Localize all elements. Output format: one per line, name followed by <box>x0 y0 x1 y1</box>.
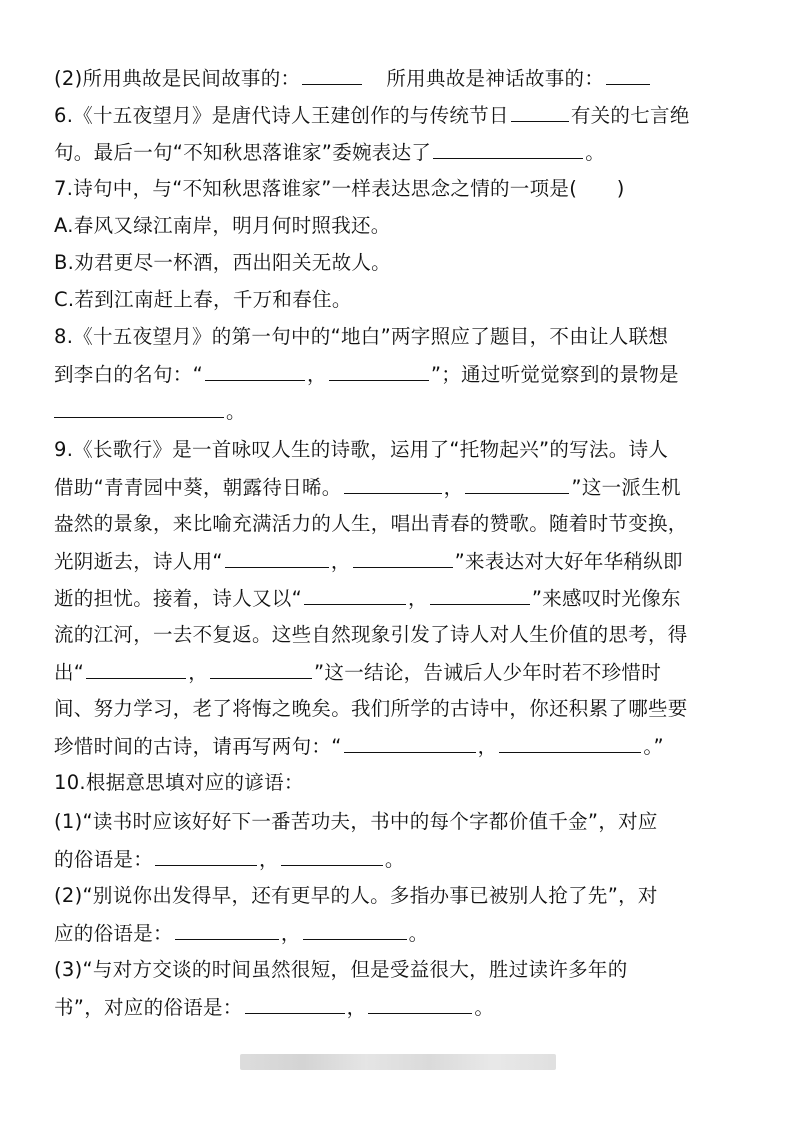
q9-line-7: 出“ ， ”这一结论，告诫后人少年时若不珍惜时 <box>54 656 754 688</box>
q5-sub2-line: (2)所用典故是民间故事的： 所用典故是神话故事的： <box>54 62 754 94</box>
q10-sub2-line-2: 应的俗语是： ， 。 <box>54 917 754 949</box>
answer-blank[interactable] <box>344 730 476 753</box>
q9-line-1: 9.《长歌行》是一首咏叹人生的诗歌，运用了“托物起兴”的写法。诗人 <box>54 438 669 461</box>
q10-stem: 10.根据意思填对应的谚语： <box>54 771 304 794</box>
answer-blank[interactable] <box>433 136 583 159</box>
q7-option-a[interactable]: A.春风又绿江南岸，明月何时照我还。 <box>54 214 391 237</box>
q9-line-9: 珍惜时间的古诗，请再写两句：“ ， 。” <box>54 730 754 762</box>
answer-blank[interactable] <box>175 917 279 940</box>
answer-blank[interactable] <box>430 582 530 605</box>
q6-line-2: 句。最后一句“不知秋思落谁家”委婉表达了 。 <box>54 136 754 168</box>
answer-blank[interactable] <box>86 656 186 679</box>
answer-blank[interactable] <box>368 991 472 1014</box>
q10-sub1-line-2: 的俗语是： ， 。 <box>54 843 754 875</box>
q7-stem: 7.诗句中，与“不知秋思落谁家”一样表达思念之情的一项是( ) <box>54 177 625 200</box>
q10-sub1-line-1: (1)“读书时应该好好下一番苦功夫，书中的每个字都价值千金”，对应 <box>54 810 658 833</box>
answer-blank[interactable] <box>225 545 329 568</box>
answer-blank[interactable] <box>155 843 257 866</box>
answer-blank[interactable] <box>329 358 429 381</box>
answer-blank[interactable] <box>281 843 383 866</box>
q9-line-6: 流的江河，一去不复返。这些自然现象引发了诗人对人生价值的思考，得 <box>54 623 688 646</box>
q6-line-1: 6.《十五夜望月》是唐代诗人王建创作的与传统节日 有关的七言绝 <box>54 99 754 131</box>
answer-blank[interactable] <box>499 730 641 753</box>
q9-line-4: 光阴逝去，诗人用“ ， ”来表达对大好年华稍纵即 <box>54 545 754 577</box>
answer-blank[interactable] <box>344 471 442 494</box>
answer-blank[interactable] <box>210 656 312 679</box>
q8-line-1: 8.《十五夜望月》的第一句中的“地白”两字照应了题目，不由让人联想 <box>54 325 669 348</box>
q9-line-2: 借助“青青园中葵，朝露待日晞。 ， ”这一派生机 <box>54 471 754 503</box>
q9-line-3: 盎然的景象，来比喻充满活力的人生，唱出青春的赞歌。随着时节变换， <box>54 512 688 535</box>
q7-option-b[interactable]: B.劝君更尽一杯酒，西出阳关无故人。 <box>54 251 391 274</box>
q9-line-5: 逝的担忧。接着，诗人又以“ ， ”来感叹时光像东 <box>54 582 754 614</box>
q9-line-8: 间、努力学习，老了将悔之晚矣。我们所学的古诗中，你还积累了哪些要 <box>54 697 688 720</box>
answer-blank[interactable] <box>245 991 345 1014</box>
answer-blank[interactable] <box>304 582 406 605</box>
q10-sub2-line-1: (2)“别说你出发得早，还有更早的人。多指办事已被别人抢了先”，对 <box>54 884 658 907</box>
answer-blank[interactable] <box>303 917 407 940</box>
q10-sub3-line-1: (3)“与对方交谈的时间虽然很短，但是受益很大，胜过读许多年的 <box>54 958 628 981</box>
blurred-footer-watermark <box>240 1054 556 1070</box>
q8-line-2: 到李白的名句：“ ， ”；通过听觉觉察到的景物是 <box>54 358 754 390</box>
q10-sub3-line-2: 书”，对应的俗语是： ， 。 <box>54 991 754 1023</box>
answer-blank[interactable] <box>205 358 305 381</box>
answer-blank[interactable] <box>54 395 224 418</box>
answer-blank[interactable] <box>606 62 650 85</box>
answer-blank[interactable] <box>353 545 453 568</box>
answer-blank[interactable] <box>511 99 569 122</box>
q8-line-3: 。 <box>54 395 754 427</box>
answer-blank[interactable] <box>302 62 362 85</box>
answer-blank[interactable] <box>465 471 569 494</box>
q7-option-c[interactable]: C.若到江南赶上春，千万和春住。 <box>54 288 352 311</box>
